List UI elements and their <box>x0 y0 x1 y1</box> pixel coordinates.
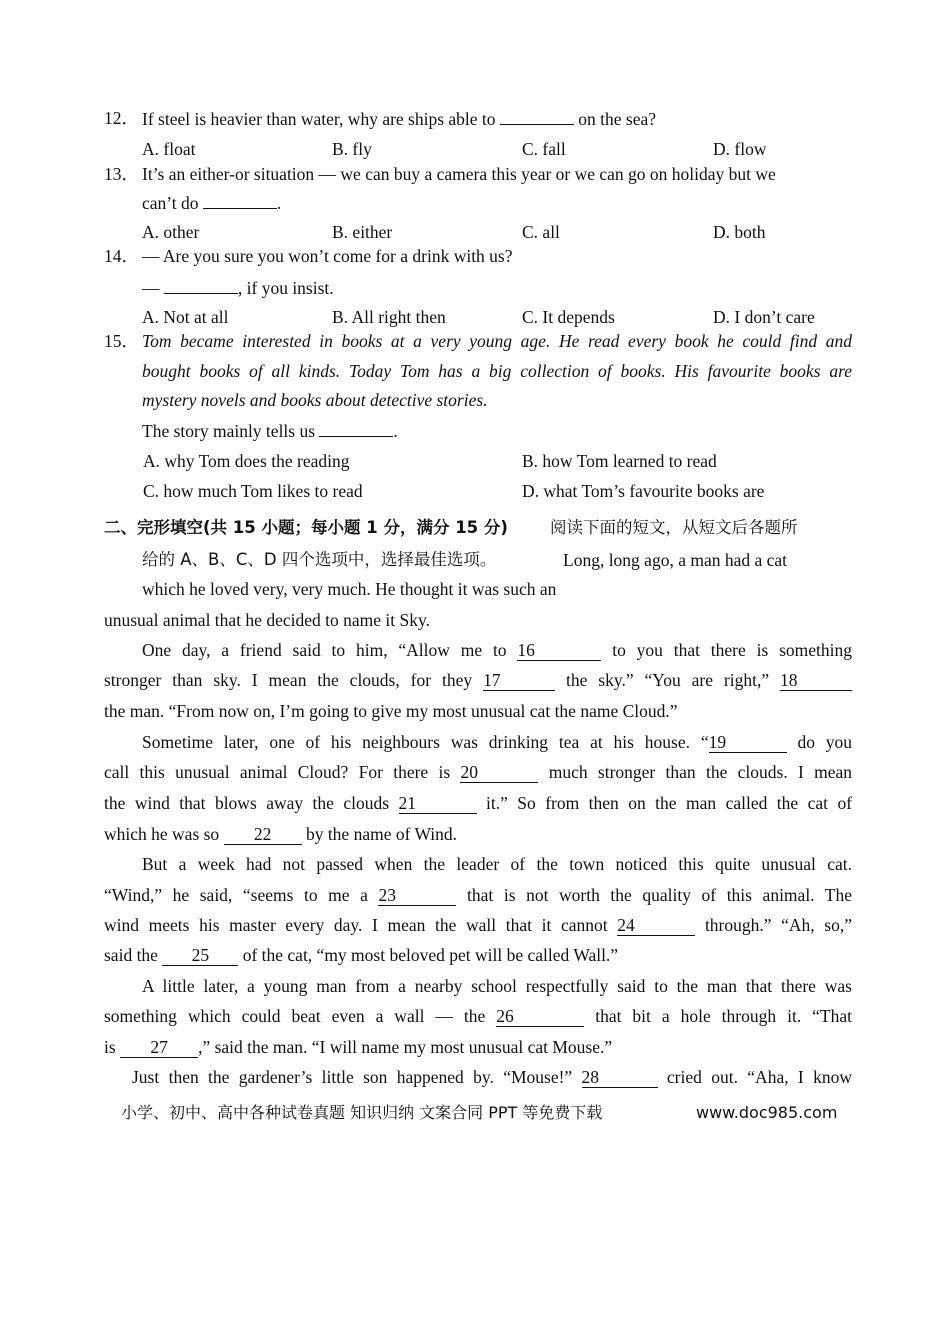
cloze-blank-23: 23 <box>378 886 456 906</box>
answer-blank <box>203 191 277 209</box>
story-text: Long, long ago, a man had a cat <box>563 550 788 570</box>
cloze-blank-24: 24 <box>617 916 695 936</box>
answer-blank <box>500 107 574 125</box>
footer-link[interactable]: www.doc985.com <box>696 1103 838 1122</box>
option-d[interactable]: D. both <box>713 222 766 242</box>
option-d[interactable]: D. flow <box>713 139 767 159</box>
option-a[interactable]: A. Not at all <box>142 307 229 327</box>
story-line: call this unusual animal Cloud? For there is 20 much stronger than the clouds. I mean <box>104 762 852 782</box>
option-c[interactable]: C. how much Tom likes to read <box>143 481 363 501</box>
story-line: But a week had not passed when the leader of the town noticed this quite unusual cat. <box>142 854 852 874</box>
option-c[interactable]: C. It depends <box>522 307 615 327</box>
question-number: 14． <box>104 246 139 266</box>
story-line: A little later, a young man from a nearby school respectfully said to the man that there was <box>142 976 852 996</box>
cloze-blank-28: 28 <box>582 1068 658 1088</box>
option-a[interactable]: A. float <box>142 139 196 159</box>
story-line: stronger than sky. I mean the clouds, for they 17 the sky.” “You are right,” 18 <box>104 669 852 691</box>
option-b[interactable]: B. All right then <box>332 307 446 327</box>
story-line: Just then the gardener’s little son happened by. “Mouse!” 28 cried out. “Aha, I know <box>132 1067 852 1087</box>
option-c[interactable]: C. all <box>522 222 560 242</box>
answer-blank <box>164 276 238 294</box>
story-line: which he was so 22 by the name of Wind. <box>104 824 458 844</box>
story-line: Sometime later, one of his neighbours was drinking tea at his house. “19 do you <box>142 732 853 752</box>
cloze-blank-22: 22 <box>224 825 302 845</box>
cloze-blank-21: 21 <box>399 794 477 814</box>
story-line: is 27 ,” said the man. “I will name my most unusual cat Mouse.” <box>104 1037 613 1057</box>
option-c[interactable]: C. fall <box>522 139 566 159</box>
story-line: One day, a friend said to him, “Allow me to 16 to you that there is something <box>142 640 853 660</box>
option-b[interactable]: B. how Tom learned to read <box>522 451 717 471</box>
option-d[interactable]: D. what Tom’s favourite books are <box>522 481 765 501</box>
story-text: which he loved very, very much. He thought it was such an <box>142 579 557 599</box>
passage-line: Tom became interested in books at a very young age. He read every book he could find and <box>142 331 852 351</box>
option-a[interactable]: A. why Tom does the reading <box>143 451 350 471</box>
passage-line: mystery novels and books about detective stories. <box>142 390 488 410</box>
option-d[interactable]: D. I don’t care <box>713 307 815 327</box>
option-b[interactable]: B. fly <box>332 139 372 159</box>
passage-line: bought books of all kinds. Today Tom has a big collection of books. His favourite books are <box>142 361 852 381</box>
question-number: 12． <box>104 108 139 128</box>
cloze-blank-18: 18 <box>780 671 852 691</box>
cloze-blank-17: 17 <box>483 671 555 691</box>
story-line: wind meets his master every day. I mean the wall that it cannot 24 through.” “Ah, so,” <box>104 915 853 935</box>
option-b[interactable]: B. either <box>332 222 393 242</box>
answer-blank <box>319 419 393 437</box>
cloze-blank-20: 20 <box>460 763 538 783</box>
question-stem: If steel is heavier than water, why are ships able to on the sea? <box>142 109 657 129</box>
section-title: 二、完形填空(共 15 小题；每小题 1 分，满分 15 分) <box>104 518 508 537</box>
cloze-blank-25: 25 <box>162 946 238 966</box>
story-line: something which could beat even a wall — the 26 that bit a hole through it. “That <box>104 1006 852 1026</box>
story-line: said the 25 of the cat, “my most beloved pet will be called Wall.” <box>104 945 619 965</box>
option-a[interactable]: A. other <box>142 222 200 242</box>
story-line: the man. “From now on, I’m going to give my most unusual cat the name Cloud.” <box>104 701 678 721</box>
cloze-blank-27: 27 <box>120 1038 198 1058</box>
question-stem: It’s an either-or situation — we can buy a camera this year or we can go on holiday but we <box>142 164 776 184</box>
section-instruction: 阅读下面的短文，从短文后各题所 <box>550 518 798 537</box>
question-number: 13． <box>104 164 139 184</box>
question-stem: — Are you sure you won’t come for a drink with us? <box>142 246 513 266</box>
story-line: the wind that blows away the clouds 21 it.” So from then on the man called the cat of <box>104 793 853 813</box>
cloze-blank-16: 16 <box>517 641 601 661</box>
story-text: unusual animal that he decided to name it Sky. <box>104 610 430 630</box>
story-line: “Wind,” he said, “seems to me a 23 that is not worth the quality of this animal. The <box>104 885 853 905</box>
cloze-blank-26: 26 <box>496 1007 584 1027</box>
footer-text: 小学、初中、高中各种试卷真题 知识归纳 文案合同 PPT 等免费下载 <box>121 1103 603 1122</box>
cloze-blank-19: 19 <box>709 733 787 753</box>
question-number: 15． <box>104 331 139 351</box>
